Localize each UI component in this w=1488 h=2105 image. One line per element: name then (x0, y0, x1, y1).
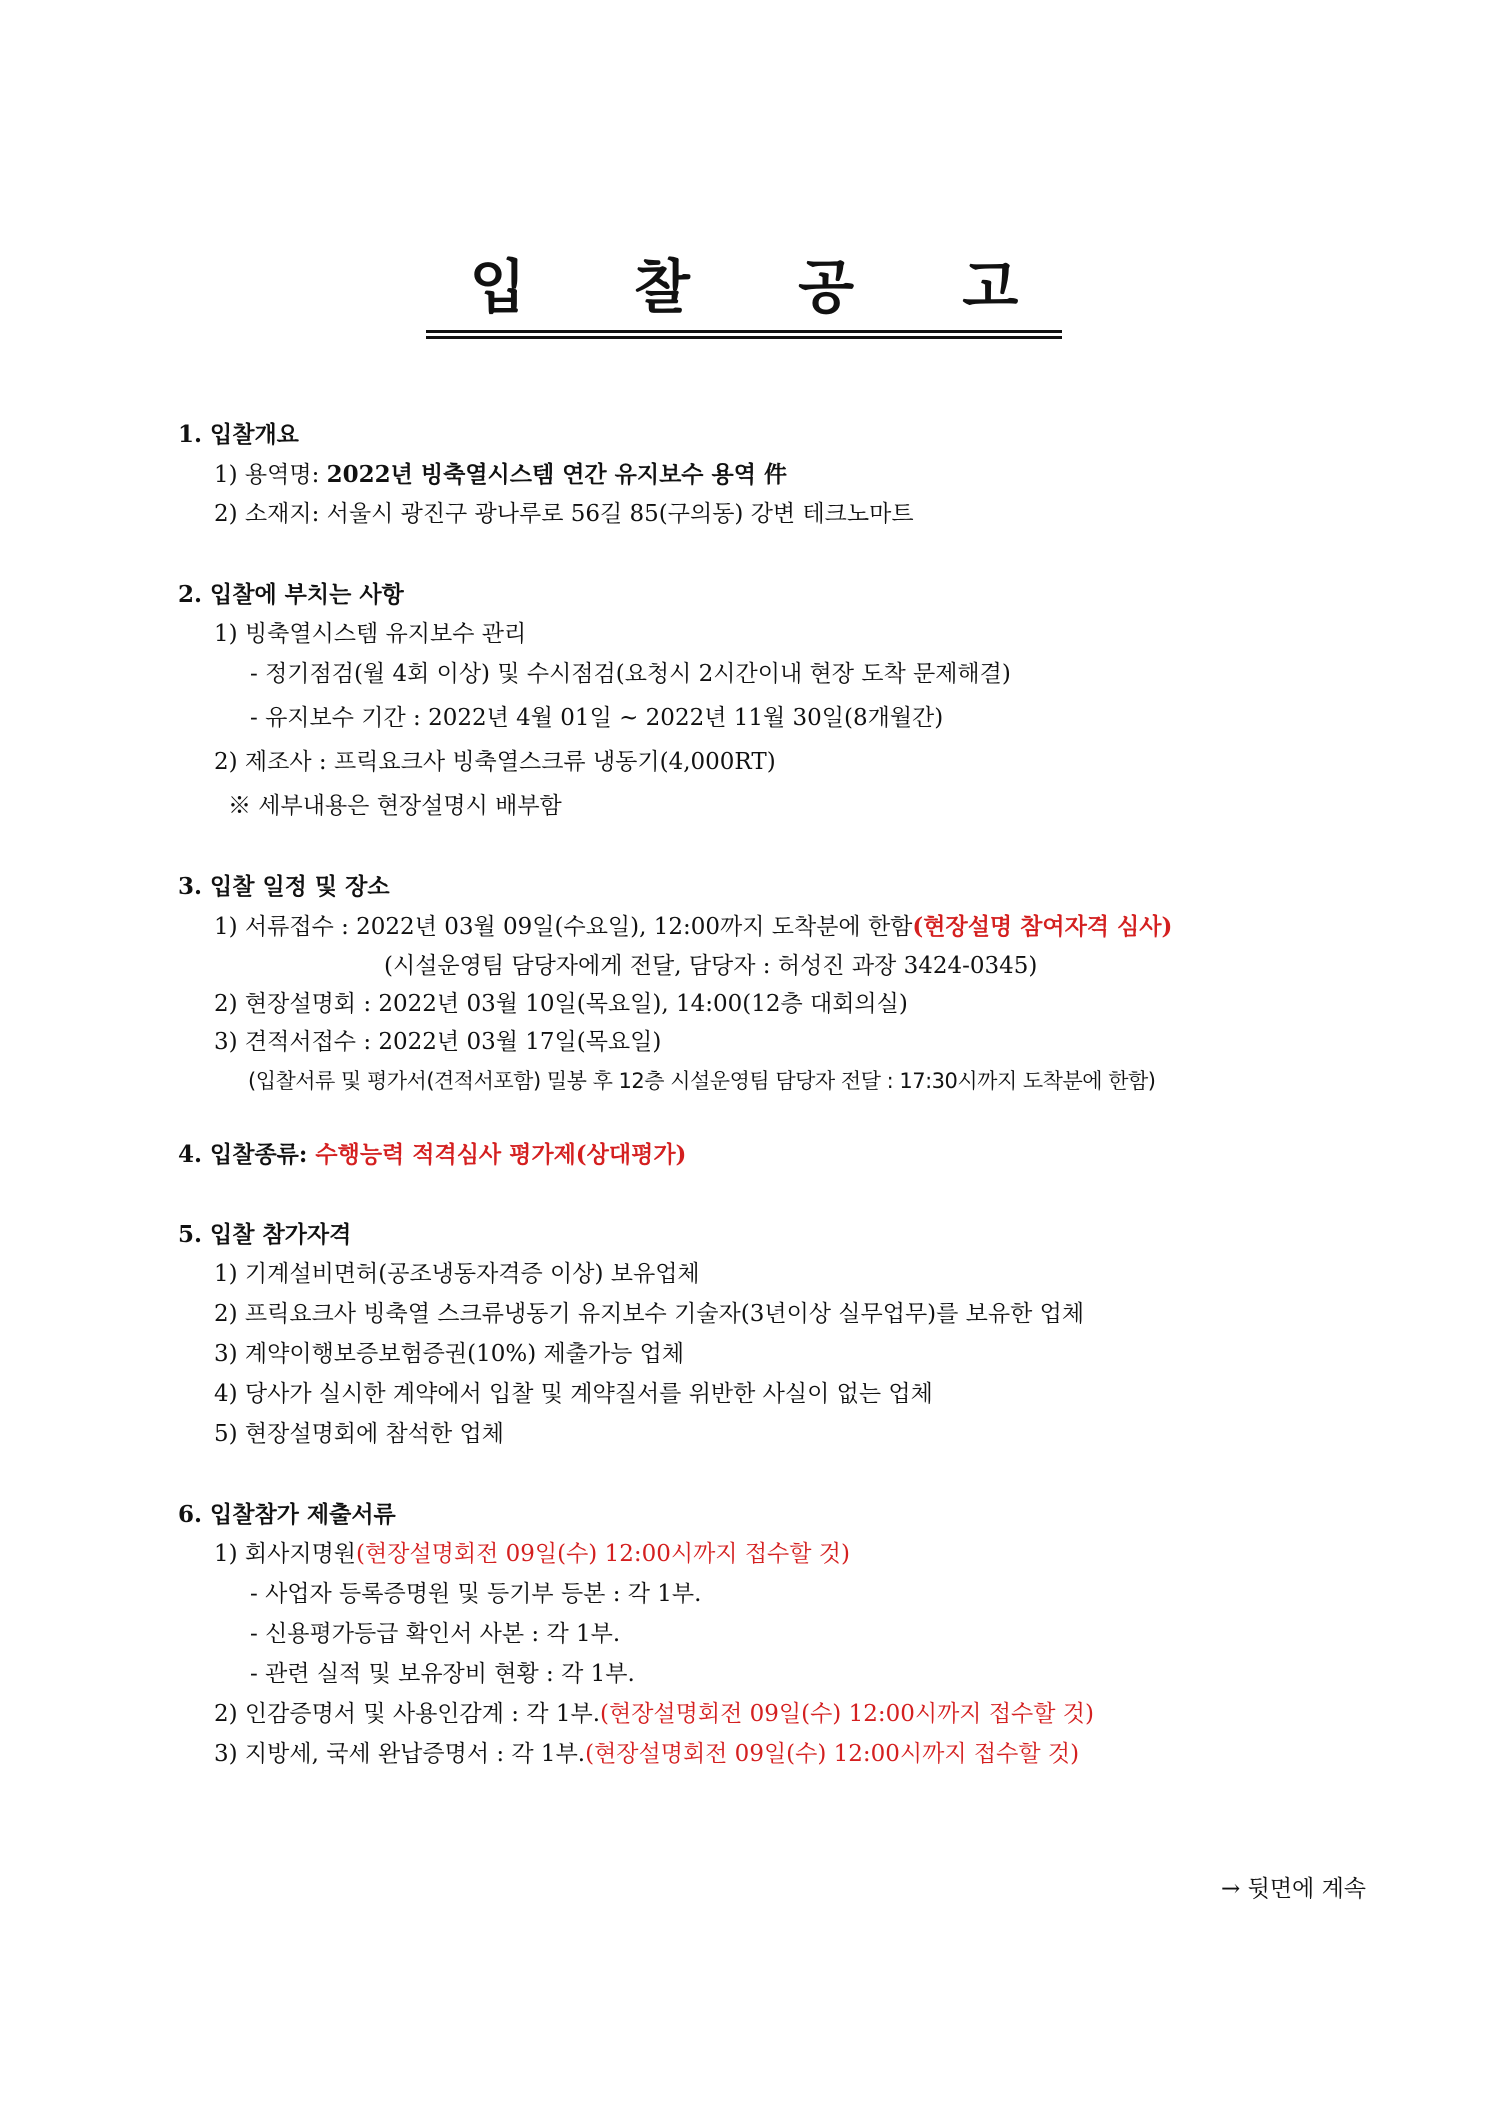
qualification-review-note: (현장설명 참여자격 심사) (912, 913, 1173, 940)
page-title: 입 찰 공 고 (426, 240, 1063, 333)
section-4-line (178, 1141, 686, 1169)
tax-certificate-line (214, 1741, 1079, 1769)
qualification-item: 3) 계약이행보증보험증권(10%) 제출가능 업체 (214, 1341, 685, 1367)
company-profile-text: 1) 회사지명원 (214, 1541, 357, 1567)
qualification-item: 1) 기계설비면허(공조냉동자격증 이상) 보유업체 (214, 1261, 700, 1287)
section-3-heading: 3. 입찰 일정 및 장소 (178, 873, 390, 900)
quote-submission-detail: (입찰서류 및 평가서(견적서포함) 밀봉 후 12층 시설운영팀 담당자 전달 : 17:30시까지 도착분에 한함) (248, 1069, 1156, 1093)
seal-certificate-line (214, 1701, 1094, 1729)
bid-type-value: 수행능력 적격심사 평가제(상대평가) (315, 1141, 687, 1168)
submission-contact: (시설운영팀 담당자에게 전달, 담당자 : 허성진 과장 3424-0345) (384, 953, 1038, 979)
qualification-item: 2) 프릭요크사 빙축열 스크류냉동기 유지보수 기술자(3년이상 실무업무)를 보유한 업체 (214, 1301, 1085, 1327)
location-line: 2) 소재지: 서울시 광진구 광나루로 56길 85(구의동) 강변 테크노마트 (214, 501, 914, 527)
quote-submission-line: 3) 견적서접수 : 2022년 03월 17일(목요일) (214, 1029, 662, 1055)
service-name-value: 2022년 빙축열시스템 연간 유지보수 용역 件 (326, 461, 787, 488)
deadline-note: (현장설명회전 09일(수) 12:00시까지 접수할 것) (356, 1541, 850, 1567)
site-briefing-line: 2) 현장설명회 : 2022년 03월 10일(목요일), 14:00(12층 대회의실) (214, 991, 908, 1017)
maintenance-item: 1) 빙축열시스템 유지보수 관리 (214, 621, 527, 647)
deadline-note: (현장설명회전 09일(수) 12:00시까지 접수할 것) (600, 1701, 1094, 1727)
company-profile-line (214, 1541, 850, 1569)
required-document: - 신용평가등급 확인서 사본 : 각 1부. (250, 1621, 621, 1647)
deadline-note: (현장설명회전 09일(수) 12:00시까지 접수할 것) (585, 1741, 1080, 1767)
section-5-heading: 5. 입찰 참가자격 (178, 1221, 352, 1248)
section-6-heading: 6. 입찰참가 제출서류 (178, 1501, 396, 1528)
document-submission-line (214, 913, 1172, 942)
manufacturer-line: 2) 제조사 : 프릭요크사 빙축열스크류 냉동기(4,000RT) (214, 749, 776, 775)
section-1-heading: 1. 입찰개요 (178, 421, 299, 448)
service-name-label: 1) 용역명: (214, 462, 327, 488)
inspection-detail: - 정기점검(월 4회 이상) 및 수시점검(요청시 2시간이내 현장 도착 문제해결) (250, 661, 1011, 687)
tax-certificate-text: 3) 지방세, 국세 완납증명서 : 각 1부. (214, 1741, 586, 1767)
required-document: - 관련 실적 및 보유장비 현황 : 각 1부. (250, 1661, 635, 1687)
maintenance-period: - 유지보수 기간 : 2022년 4월 01일 ~ 2022년 11월 30일(8개월간) (250, 705, 944, 731)
service-name-line (214, 461, 787, 490)
required-document: - 사업자 등록증명원 및 등기부 등본 : 각 1부. (250, 1581, 702, 1607)
distribution-note: ※ 세부내용은 현장설명시 배부함 (228, 793, 562, 819)
document-submission-text: 1) 서류접수 : 2022년 03월 09일(수요일), 12:00까지 도착분에 한함 (214, 914, 913, 940)
qualification-item: 5) 현장설명회에 참석한 업체 (214, 1421, 504, 1447)
seal-certificate-text: 2) 인감증명서 및 사용인감계 : 각 1부. (214, 1701, 601, 1727)
section-2-heading: 2. 입찰에 부치는 사항 (178, 581, 404, 608)
qualification-item: 4) 당사가 실시한 계약에서 입찰 및 계약질서를 위반한 사실이 없는 업체 (214, 1381, 933, 1407)
section-4-heading: 4. 입찰종류: (178, 1141, 316, 1168)
title-block (0, 240, 1488, 333)
continued-note: → 뒷면에 계속 (1221, 1876, 1366, 1902)
